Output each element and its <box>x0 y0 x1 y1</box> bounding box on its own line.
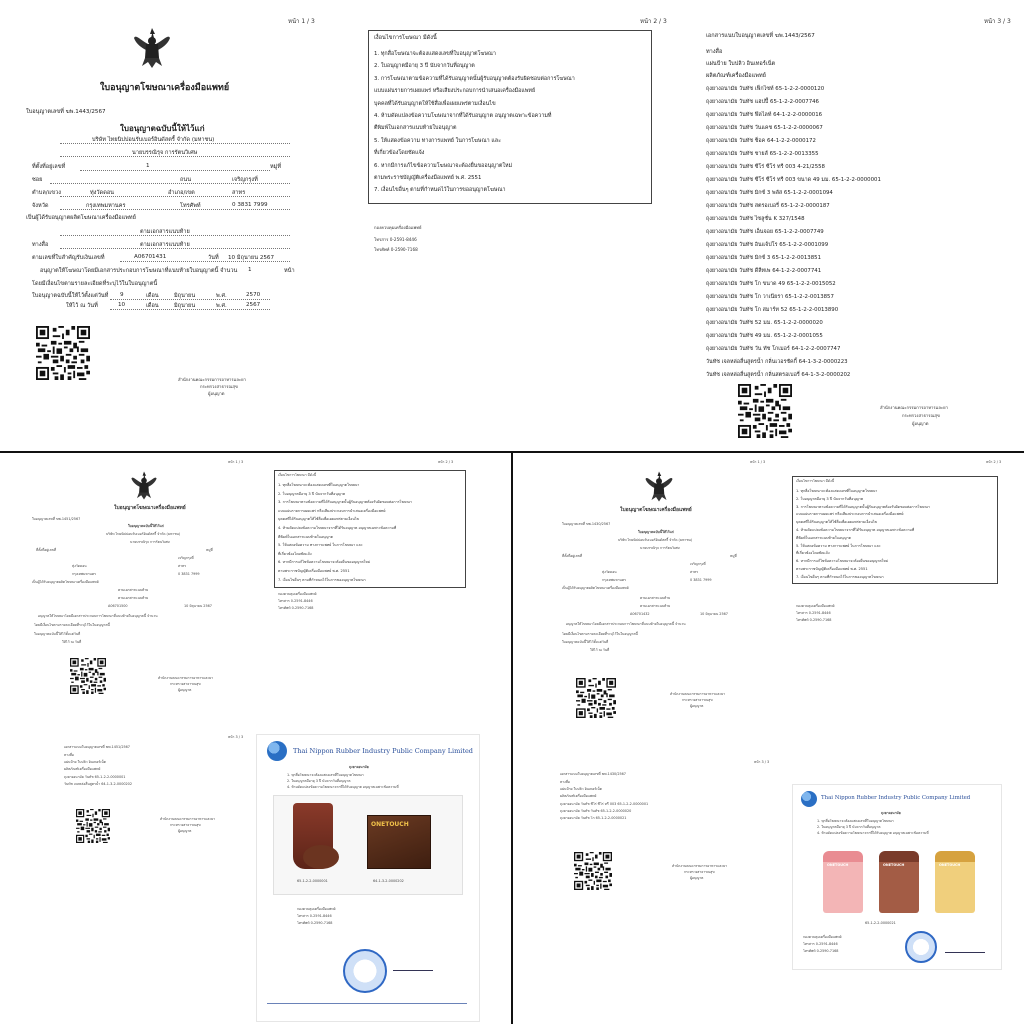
signer-line-3: ผู้อนุญาต <box>178 688 192 692</box>
province-value: กรุงเทพมหานคร <box>602 578 626 582</box>
conditions-title: เงื่อนไขการโฆษณา มีดังนี้ <box>796 479 835 483</box>
condition-item: ที่เกี่ยวข้องโดยชัดแจ้ง <box>374 150 425 157</box>
attach-label: อนุญาตให้โฆษณาโดยมีเอกสารประกอบการโฆษณาที่แนบท้ายใบอนุญาตนี้ จำนวน <box>566 622 686 626</box>
signer-line-1: สำนักงานคณะกรรมการอาหารและยา <box>880 405 948 410</box>
condition-item: ตีพิมพ์ในเอกสารแนบท้ายใบอนุญาต <box>278 534 333 539</box>
underline <box>120 261 290 262</box>
condition-item: 2. ใบอนุญาตมีอายุ 3 ปี นับจากวันที่อนุญาต <box>278 491 346 496</box>
underline <box>110 299 270 300</box>
page-number: หน้า 3 / 3 <box>754 760 770 764</box>
certificate-heading: ถุงยางอนามัย <box>881 811 901 815</box>
license-small-b-page-1 <box>540 460 790 736</box>
condition-item: 4. ห้ามดัดแปลงข้อความโฆษณาจากที่ได้รับอนุญาต อนุญาตเฉพาะข้อความที่ <box>796 528 915 532</box>
attach-label: อนุญาตให้โฆษณาโดยมีเอกสารประกอบการโฆษณาที่แนบท้ายใบอนุญาตนี้ จำนวน <box>40 268 238 274</box>
certificate-company: Thai Nippon Rubber Industry Public Company Limited <box>293 747 473 755</box>
name-line: ตามเอกสารแนบท้าย <box>140 229 190 235</box>
underline <box>60 209 290 210</box>
until-day: 10 <box>118 302 126 308</box>
moo-label: หมู่ที่ <box>730 554 737 558</box>
until-month: มิถุนายน <box>174 303 196 309</box>
attach-unit: หน้า <box>284 268 295 274</box>
attach-count: 1 <box>248 267 252 273</box>
product-code: 65-1-2-2-0000021 <box>865 921 896 925</box>
signature-image <box>393 957 433 971</box>
company-name: บริษัท ไทยนิปปอนรับเบอร์อินดัสตรี้ จำกัด (มหาชน) <box>618 538 693 542</box>
contact-line-3: โทรศัพท์ 0-2590-7168 <box>374 247 418 252</box>
phone-label: โทรศัพท์ <box>180 203 201 209</box>
company-seal-icon <box>343 949 387 993</box>
media-value: แผ่นป้าย ใบปลิว อินเทอร์เน็ต <box>560 787 602 791</box>
lubricant-jar-chocolate-image <box>879 851 919 913</box>
media-label: ทางสื่อ <box>706 49 723 55</box>
address-line-2: โทรสาร 0-2591-8446 <box>297 914 332 918</box>
product-item: ถุงยางอนามัย วันทัช 49 มม. 65-1-2-2-0001055 <box>706 333 823 339</box>
purpose-text: เป็นผู้ได้รับอนุญาตผลิตโฆษณาเครื่องมือแพทย์ <box>32 580 99 584</box>
address-line-3: โทรศัพท์ 0-2590-7168 <box>803 949 839 953</box>
road-value: เจริญกรุงที่ <box>232 177 258 183</box>
product-item: ถุงยางอนามัย วันทัช ไซลูชั่น K 327/1548 <box>706 216 805 222</box>
receipt-date: 10 มิถุนายน 2567 <box>184 604 212 608</box>
attach-title: เอกสารแนบใบอนุญาตเลขที่ ฆพ.1443/2567 <box>706 33 815 39</box>
qr-code-icon <box>576 678 616 718</box>
condition-item: 3. การโฆษณาตามข้อความที่ได้รับอนุญาตนั้นผู้รับอนุญาตต้องรับผิดชอบต่อการโฆษณา <box>374 75 575 82</box>
license-small-a-page-3 <box>60 735 250 855</box>
condition-item: ที่เกี่ยวข้องโดยชัดแจ้ง <box>796 551 830 556</box>
certificate-body: 2. ใบอนุญาตมีอายุ 3 ปี นับจากวันที่อนุญาต <box>287 779 351 783</box>
products-label: ผลิตภัณฑ์เครื่องมือแพทย์ <box>64 767 101 771</box>
garuda-emblem-icon <box>132 26 172 70</box>
product-item: ถุงยางอนามัย วันทัช เอ็นจอย 65-1-2-2-0007749 <box>706 229 824 235</box>
phone-value: 0 3831 7999 <box>178 572 200 576</box>
certificate-company: Thai Nippon Rubber Industry Public Company Limited <box>821 795 971 801</box>
underline <box>60 196 290 197</box>
condition-item: 1. ทุกสื่อโฆษณาจะต้องแสดงเลขที่ใบอนุญาตโฆษณา <box>278 483 360 487</box>
name-line: ตามเอกสารแนบท้าย <box>640 596 671 600</box>
representative-name: นายบรรณิรุจ การรัตนวิเศษ <box>130 540 170 544</box>
signer-line-1: สำนักงานคณะกรรมการอาหารและยา <box>160 817 216 821</box>
page-number: หน้า 2 / 3 <box>640 18 667 25</box>
product-item: ถุงยางอนามัย วันทัช โก สมาร์ท 52 65-1-2-2-0013890 <box>706 307 839 313</box>
signer-line-2: กระทรวงสาธารณสุข <box>684 870 715 874</box>
signature-image <box>945 941 985 953</box>
condition-item: ตามพระราชบัญญัติเครื่องมือแพทย์ พ.ศ. 2551 <box>374 175 482 181</box>
certificate-body: 1. ทุกสื่อโฆษณาจะต้องแสดงเลขที่ใบอนุญาตโฆษณา <box>817 819 894 823</box>
issued-to-title: ใบอนุญาตฉบับนี้ให้ไว้แก่ <box>638 530 674 534</box>
province-label: จังหวัด <box>32 203 49 209</box>
page-number: หน้า 3 / 3 <box>228 735 244 739</box>
qr-code-icon <box>738 384 792 438</box>
attach-title: เอกสารแนบใบอนุญาตเลขที่ ฆพ.1451/2567 <box>64 745 130 749</box>
page-number: หน้า 2 / 3 <box>438 460 454 464</box>
document-title: ใบอนุญาตโฆษณาเครื่องมือแพทย์ <box>114 505 186 511</box>
media-value: แผ่นป้าย ใบปลิว อินเทอร์เน็ต <box>64 760 106 764</box>
brand-name: ONETOUCH <box>827 863 849 867</box>
subdistrict-value: ทุ่งวัดดอน <box>72 564 87 568</box>
issued-year: 2570 <box>246 292 261 298</box>
condition-item: 6. หากมีการแก้ไขข้อความโฆษณาจะต้องยื่นขออนุญาตใหม่ <box>278 560 371 565</box>
condition-item: 4. ห้ามดัดแปลงข้อความโฆษณาจากที่ได้รับอนุญาต อนุญาตเฉพาะข้อความที่ <box>278 526 397 530</box>
underline <box>60 235 290 236</box>
receipt-no: A06701500 <box>108 604 128 608</box>
contact-line-2: โทรสาร 0-2591-8446 <box>796 611 831 615</box>
condition-item: 5. ให้แสดงข้อความ ทางการแพทย์ ในการโฆษณา และ <box>278 543 363 548</box>
contact-line-1: กองควบคุมเครื่องมือแพทย์ <box>374 225 422 230</box>
conditions-title: เงื่อนไขการโฆษณา มีดังนี้ <box>374 35 437 41</box>
contact-line-1: กองควบคุมเครื่องมือแพทย์ <box>796 604 835 608</box>
road-value: เจริญกรุงที่ <box>690 562 706 566</box>
underline <box>60 156 290 157</box>
certificate-body: 4. ห้ามดัดแปลงข้อความโฆษณาจากที่ได้รับอนุญาต อนุญาตเฉพาะข้อความที่ <box>817 831 929 835</box>
signer-line-3: ผู้อนุญาต <box>208 391 225 396</box>
province-value: กรุงเทพมหานคร <box>86 203 126 209</box>
page-number: หน้า 1 / 3 <box>750 460 766 464</box>
license-small-b-page-2 <box>790 460 1020 630</box>
signer-line-3: ผู้อนุญาต <box>690 704 704 708</box>
soi-label: ซอย <box>32 177 43 183</box>
district-value: สาทร <box>690 570 699 574</box>
issued-year-label: พ.ศ. <box>216 293 227 299</box>
underline <box>50 183 290 184</box>
product-item: ถุงยางอนามัย วันทัช แฮปปี้ 65-1-2-2-0007746 <box>706 99 819 105</box>
house-no-label: ที่ตั้งที่อยู่เลขที่ <box>36 548 57 552</box>
district-value: สาทร <box>178 564 187 568</box>
title-value: ตามเอกสารแนบท้าย <box>640 604 671 608</box>
product-item: ถุงยางอนามัย วันทัช อินแจ้ปโร 65-1-2-2-0001099 <box>706 242 829 248</box>
road-value: เจริญกรุงที่ <box>178 556 194 560</box>
page-number: หน้า 3 / 3 <box>984 18 1011 25</box>
underline <box>110 309 270 310</box>
signer-line-3: ผู้อนุญาต <box>912 421 929 426</box>
page-number: หน้า 1 / 3 <box>288 18 315 25</box>
title-value: ตามเอกสารแนบท้าย <box>118 596 149 600</box>
signer-line-2: กระทรวงสาธารณสุข <box>682 698 713 702</box>
purpose-text: เป็นผู้ได้รับอนุญาตผลิตโฆษณาเครื่องมือแพทย์ <box>562 586 629 590</box>
contact-line-1: กองควบคุมเครื่องมือแพทย์ <box>278 592 317 596</box>
chocolate-splash-image <box>303 845 339 869</box>
signer-line-2: กระทรวงสาธารณสุข <box>200 384 238 389</box>
condition-item: 7. เงื่อนไขอื่นๆ ตามที่กำหนดไว้ในการขออนุญาตโฆษณา <box>374 187 506 194</box>
product-line-3: ถุงยางอนามัย วันทัช โก 65-1-2-2-0000021 <box>560 816 627 820</box>
address-line-2: โทรสาร 0-2591-8446 <box>803 942 838 946</box>
attach-title: เอกสารแนบใบอนุญาตเลขที่ ฆพ.1430/2567 <box>560 772 626 776</box>
house-no-label: ที่ตั้งที่อยู่เลขที่ <box>32 164 66 170</box>
subdistrict-value: ทุ่งวัดดอน <box>90 190 115 196</box>
media-label: ทางสื่อ <box>64 753 74 757</box>
district-label: อำเภอ/เขต <box>168 190 195 196</box>
until-month-label: เดือน <box>146 303 159 309</box>
until-year: 2567 <box>246 302 261 308</box>
license-page-2 <box>340 0 680 451</box>
product-line-1: ถุงยางอนามัย วันทัช 65-1-2-2-0000001 <box>64 775 126 779</box>
lubricant-jar-banana-image <box>935 851 975 913</box>
condition-text: โดยมีเงื่อนไขตามรายละเอียดที่ระบุไว้ในใบอนุญาตนี้ <box>562 632 638 636</box>
subdistrict-value: ทุ่งวัดดอน <box>602 570 617 574</box>
garuda-emblem-icon <box>644 470 674 503</box>
signer-line-2: กระทรวงสาธารณสุข <box>170 823 201 827</box>
attach-label: อนุญาตให้โฆษณาโดยมีเอกสารประกอบการโฆษณาที่แนบท้ายใบอนุญาตนี้ จำนวน <box>38 614 158 618</box>
certificate-heading: ถุงยางอนามัย <box>349 765 369 769</box>
address-line-1: กองควบคุมเครื่องมือแพทย์ <box>803 935 842 939</box>
name-line: ตามเอกสารแนบท้าย <box>118 588 149 592</box>
until-label: ให้ไว้ ณ วันที่ <box>66 303 98 309</box>
house-no: 1 <box>146 163 150 169</box>
representative-name: นายบรรณิรุจ การรัตนวิเศษ <box>640 546 680 550</box>
until-label: ให้ไว้ ณ วันที่ <box>62 640 82 644</box>
product-code-2: 64-1-3-2-0000202 <box>373 879 404 883</box>
product-item: ถุงยางอนามัย วันทัช 52 มม. 65-1-2-2-0000020 <box>706 320 823 326</box>
products-label: ผลิตภัณฑ์เครื่องมือแพทย์ <box>706 73 766 79</box>
condition-text: โดยมีเงื่อนไขตามรายละเอียดที่ระบุไว้ในใบอนุญาตนี้ <box>34 623 110 627</box>
product-item: ถุงยางอนามัย วันทัช สตรอเบอรี่ 65-1-2-2-0000187 <box>706 203 830 209</box>
product-item: ถุงยางอนามัย วันทัช ฟีลไลท์ 64-1-2-2-0000016 <box>706 112 823 118</box>
license-number: ใบอนุญาตเลขที่ ฆพ.1430/2567 <box>562 522 611 526</box>
product-item: ถุงยางอนามัย วันทัช ซีโร่ ซีโร่ ทรี 003 4-21/2558 <box>706 164 825 170</box>
license-small-a-page-1 <box>8 460 258 730</box>
footer-rule <box>267 1003 467 1004</box>
license-page-3 <box>680 0 1024 451</box>
product-item: ถุงยางอนามัย วันทัช ชายส์ 65-1-2-2-0013355 <box>706 151 819 157</box>
contact-line-2: โทรสาร 0-2591-8446 <box>278 599 313 603</box>
page-number: หน้า 1 / 3 <box>228 460 244 464</box>
qr-code-icon <box>574 852 612 890</box>
product-line-2: ถุงยางอนามัย วันทัช วันทัช 65-1-2-2-0000020 <box>560 809 632 813</box>
condition-item: แบบแผ่นรายการเผยแพร่ หรือเสียงประกอบการนำเสนอเครื่องมือแพทย์ <box>374 88 536 95</box>
license-page-1 <box>0 0 340 451</box>
certificate-body: 2. ใบอนุญาตมีอายุ 3 ปี นับจากวันที่อนุญาต <box>817 825 881 829</box>
condition-item: 1. ทุกสื่อโฆษณาจะต้องแสดงเลขที่ใบอนุญาตโฆษณา <box>796 489 878 493</box>
condition-item: 1. ทุกสื่อโฆษณาจะต้องแสดงเลขที่ใบอนุญาตโฆษณา <box>374 51 496 57</box>
condition-item: ตามพระราชบัญญัติเครื่องมือแพทย์ พ.ศ. 2551 <box>796 567 868 571</box>
contact-line-3: โทรศัพท์ 0-2590-7168 <box>278 606 314 610</box>
phone-value: 0 3831 7999 <box>690 578 712 582</box>
signer-line-1: สำนักงานคณะกรรมการอาหารและยา <box>672 864 728 868</box>
condition-item: แบบแผ่นรายการเผยแพร่ หรือเสียงประกอบการนำเสนอเครื่องมือแพทย์ <box>278 508 386 513</box>
until-label: ให้ไว้ ณ วันที่ <box>590 648 610 652</box>
representative-name: นายบรรณิรุจ การรัตนวิเศษ <box>132 150 198 156</box>
brand-name: ONETOUCH <box>939 863 961 867</box>
until-year-label: พ.ศ. <box>216 303 227 309</box>
underline <box>60 143 290 144</box>
product-item: ถุงยางอนามัย วันทัช มิกซ์ 3 65-1-2-2-0013851 <box>706 255 821 261</box>
manufacturer-certificate-b <box>792 784 1002 970</box>
product-item: ถุงยางอนามัย วันทัช ดีลีทเพ 64-1-2-2-0007741 <box>706 268 822 274</box>
product-line-1: ถุงยางอนามัย วันทัช ซีโร่ ซีโร่ ทรี 003 65-1-2-2-0000001 <box>560 802 649 806</box>
issued-label: ใบอนุญาตฉบับนี้ให้ไว้ตั้งแต่วันที่ <box>562 640 609 644</box>
receipt-label: ตามเลขที่ใบสำคัญรับเงินเลขที่ <box>32 255 105 261</box>
divider-vertical <box>511 453 513 1024</box>
address-line-3: โทรศัพท์ 0-2590-7168 <box>297 921 333 925</box>
company-seal-icon <box>905 931 937 963</box>
condition-item: ตามพระราชบัญญัติเครื่องมือแพทย์ พ.ศ. 2551 <box>278 569 350 573</box>
product-line-2: วันทัช เจลหล่อลื่นสูตรน้ำ 64-1-3-2-0000202 <box>64 782 132 786</box>
product-item: ถุงยางอนามัย วันทัช เฟ็กไซท์ 65-1-2-2-0000120 <box>706 86 825 92</box>
product-item: ถุงยางอนามัย วันทัช ช็อค 64-1-2-2-0000172 <box>706 138 816 144</box>
conditions-title: เงื่อนไขการโฆษณา มีดังนี้ <box>278 473 317 477</box>
product-item: วันทัช เจลหล่อลื่นสูตรน้ำ กลิ่นสตรอเบอรี่ 64-1-3-2-0000202 <box>706 372 851 378</box>
condition-item: 4. ห้ามดัดแปลงข้อความโฆษณาจากที่ได้รับอนุญาต อนุญาตเฉพาะข้อความที่ <box>374 113 552 119</box>
receipt-date: 10 มิถุนายน 2567 <box>700 612 728 616</box>
condition-item: 3. การโฆษณาตามข้อความที่ได้รับอนุญาตนั้นผู้รับอนุญาตต้องรับผิดชอบต่อการโฆษณา <box>278 500 412 505</box>
house-no-label: ที่ตั้งที่อยู่เลขที่ <box>562 554 583 558</box>
media-value: แผ่นป้าย ใบปลิว อินเทอร์เน็ต <box>706 61 776 67</box>
manufacturer-certificate-a <box>256 734 480 1022</box>
qr-code-icon <box>70 658 106 694</box>
signer-line-2: กระทรวงสาธารณสุข <box>902 413 940 418</box>
moo-label: หมู่ที่ <box>206 548 213 552</box>
issued-to-title: ใบอนุญาตฉบับนี้ให้ไว้แก่ <box>120 124 205 133</box>
product-item: ถุงยางอนามัย วันทัช วันแคช 65-1-2-2-0000067 <box>706 125 823 131</box>
condition-item: 3. การโฆษณาตามข้อความที่ได้รับอนุญาตนั้นผู้รับอนุญาตต้องรับผิดชอบต่อการโฆษณา <box>796 504 930 509</box>
document-title: ใบอนุญาตโฆษณาเครื่องมือแพทย์ <box>100 83 230 93</box>
receipt-date-label: วันที่ <box>208 255 219 261</box>
condition-item: ตีพิมพ์ในเอกสารแนบท้ายใบอนุญาต <box>374 125 457 132</box>
purpose-text: เป็นผู้ได้รับอนุญาตผลิตโฆษณาเครื่องมือแพทย์ <box>26 215 136 221</box>
page-number: หน้า 2 / 3 <box>986 460 1002 464</box>
lubricant-jar-strawberry-image <box>823 851 863 913</box>
license-number: ใบอนุญาตเลขที่ ฆพ.1443/2567 <box>26 109 106 115</box>
product-item: ถุงยางอนามัย วันทัช ซีโร่ ซีโร่ ทรี 003 ขนาด 49 มม. 65-1-2-2-0000001 <box>706 177 881 183</box>
subdistrict-label: ตำบล/แขวง <box>32 190 61 196</box>
brand-name: ONETOUCH <box>371 821 409 828</box>
contact-line-2: โทรสาร 0-2591-8446 <box>374 237 417 242</box>
certificate-body: 1. ทุกสื่อโฆษณาจะต้องแสดงเลขที่ใบอนุญาตโฆษณา <box>287 773 364 777</box>
certificate-body: 4. ห้ามดัดแปลงข้อความโฆษณาจากที่ได้รับอนุญาต อนุญาตเฉพาะข้อความที่ <box>287 785 399 789</box>
contact-line-3: โทรศัพท์ 0-2590-7168 <box>796 618 832 622</box>
phone-value: 0 3831 7999 <box>232 202 268 208</box>
issued-month: มิถุนายน <box>174 293 196 299</box>
product-item: ถุงยางอนามัย วันทัช โก วาเนียรา 65-1-2-2-0013857 <box>706 294 834 300</box>
product-item: วันทัช เจลหล่อลื่นสูตรน้ำ กลิ่นเวอรชัคกี้ 64-1-3-2-0000223 <box>706 359 848 365</box>
company-logo-icon <box>267 741 287 761</box>
issued-day: 9 <box>120 292 124 298</box>
products-label: ผลิตภัณฑ์เครื่องมือแพทย์ <box>560 794 597 798</box>
company-name: บริษัท ไทยนิปปอนรับเบอร์อินดัสตรี้ จำกัด (มหาชน) <box>92 137 215 143</box>
condition-item: 2. ใบอนุญาตมีอายุ 3 ปี นับจากวันที่อนุญาต <box>796 496 864 501</box>
condition-item: ที่เกี่ยวข้องโดยชัดแจ้ง <box>278 551 312 556</box>
license-small-b-page-3 <box>556 760 778 900</box>
condition-item: 7. เงื่อนไขอื่นๆ ตามที่กำหนดไว้ในการขออนุญาตโฆษณา <box>796 574 884 579</box>
road-label: ถนน <box>180 177 192 183</box>
receipt-date: 10 มิถุนายน 2567 <box>228 255 275 261</box>
title-value: ตามเอกสารแนบท้าย <box>140 242 190 248</box>
title-label: ทางสื่อ <box>32 242 49 248</box>
qr-code-icon <box>36 326 90 380</box>
receipt-no: A06701431 <box>134 254 167 260</box>
signer-line-1: สำนักงานคณะกรรมการอาหารและยา <box>158 676 214 680</box>
signer-line-2: กระทรวงสาธารณสุข <box>170 682 201 686</box>
signer-line-1: สำนักงานคณะกรรมการอาหารและยา <box>178 377 246 382</box>
condition-item: แบบแผ่นรายการเผยแพร่ หรือเสียงประกอบการนำเสนอเครื่องมือแพทย์ <box>796 512 904 517</box>
company-logo-icon <box>801 791 817 807</box>
condition-item: 6. หากมีการแก้ไขข้อความโฆษณาจะต้องยื่นขออนุญาตใหม่ <box>796 559 889 564</box>
condition-item: 6. หากมีการแก้ไขข้อความโฆษณาจะต้องยื่นขออนุญาตใหม่ <box>374 162 513 169</box>
issued-label: ใบอนุญาตฉบับนี้ให้ไว้ตั้งแต่วันที่ <box>32 293 109 299</box>
product-code-1: 65-1-2-2-0000001 <box>297 879 328 883</box>
underline <box>60 248 290 249</box>
document-title: ใบอนุญาตโฆษณาเครื่องมือแพทย์ <box>620 507 692 513</box>
product-item: ถุงยางอนามัย วันทัช โก ขนาด 49 65-1-2-2-0015052 <box>706 281 836 287</box>
condition-item: 5. ให้แสดงข้อความ ทางการแพทย์ ในการโฆษณา และ <box>374 137 502 144</box>
issued-label: ใบอนุญาตฉบับนี้ให้ไว้ตั้งแต่วันที่ <box>34 632 81 636</box>
province-value: กรุงเทพมหานคร <box>72 572 96 576</box>
condition-item: บุคคลที่ได้รับอนุญาตให้ใช้สื่อเพื่อเผยแพร่ตามเงื่อนไข <box>374 100 496 107</box>
condition-item: 7. เงื่อนไขอื่นๆ ตามที่กำหนดไว้ในการขออนุญาตโฆษณา <box>278 577 366 582</box>
condition-item: 2. ใบอนุญาตมีอายุ 3 ปี นับจากวันที่อนุญาต <box>374 63 475 70</box>
license-number: ใบอนุญาตเลขที่ ฆพ.1451/2567 <box>32 517 81 521</box>
condition-item: บุคคลที่ได้รับอนุญาตให้ใช้สื่อเพื่อเผยแพร่ตามเงื่อนไข <box>278 517 360 522</box>
garuda-emblem-icon <box>130 470 158 501</box>
district-value: สาทร <box>232 190 246 196</box>
product-item: ถุงยางอนามัย วันทัช วัน ทัช โกเมอร์ 64-1-2-2-0007747 <box>706 346 841 352</box>
issued-month-label: เดือน <box>146 293 159 299</box>
brand-name: ONETOUCH <box>883 863 905 867</box>
moo-label: หมู่ที่ <box>270 164 282 170</box>
issued-to-title: ใบอนุญาตฉบับนี้ให้ไว้แก่ <box>128 524 164 528</box>
license-small-a-page-2 <box>262 460 507 730</box>
condition-item: ตีพิมพ์ในเอกสารแนบท้ายใบอนุญาต <box>796 535 851 540</box>
signer-line-1: สำนักงานคณะกรรมการอาหารและยา <box>670 692 726 696</box>
signer-line-3: ผู้อนุญาต <box>690 876 704 880</box>
underline <box>80 170 270 171</box>
condition-item: บุคคลที่ได้รับอนุญาตให้ใช้สื่อเพื่อเผยแพร่ตามเงื่อนไข <box>796 520 878 525</box>
receipt-no: A06701432 <box>630 612 650 616</box>
condition-text: โดยมีเงื่อนไขตามรายละเอียดที่ระบุไว้ในใบอนุญาตนี้ <box>32 281 158 287</box>
company-name: บริษัท ไทยนิปปอนรับเบอร์อินดัสตรี้ จำกัด (มหาชน) <box>106 532 181 536</box>
condition-item: 5. ให้แสดงข้อความ ทางการแพทย์ ในการโฆษณา และ <box>796 543 881 548</box>
media-label: ทางสื่อ <box>560 780 570 784</box>
address-line-1: กองควบคุมเครื่องมือแพทย์ <box>297 907 336 911</box>
qr-code-icon <box>76 809 110 843</box>
product-item: ถุงยางอนามัย วันทัช มิกซ์ 3 พลัส 65-1-2-2-0001094 <box>706 190 833 196</box>
signer-line-3: ผู้อนุญาต <box>178 829 192 833</box>
